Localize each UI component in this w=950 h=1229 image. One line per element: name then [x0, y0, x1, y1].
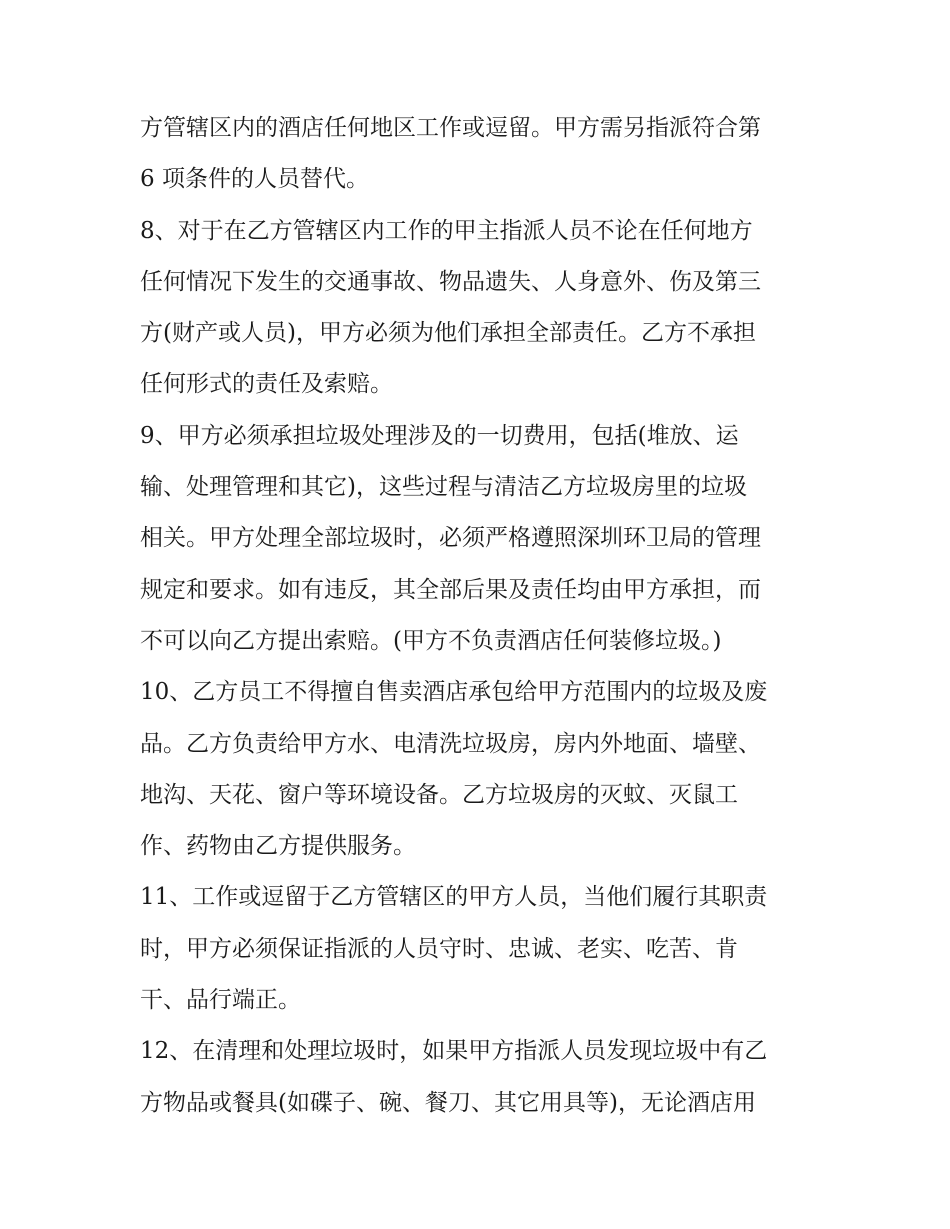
text-line: 8、对于在乙方管辖区内工作的甲主指派人员不论在任何地方: [140, 217, 753, 244]
document-body: [140, 103, 820, 1129]
text-line: 地沟、天花、窗户等环境设备。乙方垃圾房的灭蚊、灭鼠工: [140, 781, 738, 808]
text-line: 10、乙方员工不得擅自售卖酒店承包给甲方范围内的垃圾及废: [140, 679, 768, 706]
text-line: 不可以向乙方提出索赔。(甲方不负责酒店任何装修垃圾。): [140, 627, 722, 654]
text-line: 任何形式的责任及索赔。: [140, 371, 393, 398]
text-line: 规定和要求。如有违反，其全部后果及责任均由甲方承担，而: [140, 576, 761, 603]
text-line: 9、甲方必须承担垃圾处理涉及的一切费用，包括(堆放、运: [140, 422, 739, 449]
text-line: 方管辖区内的酒店任何地区工作或逗留。甲方需另指派符合第: [140, 115, 761, 141]
text-line: 12、在清理和处理垃圾时，如果甲方指派人员发现垃圾中有乙: [140, 1038, 768, 1065]
text-line: 方物品或餐具(如碟子、碗、餐刀、其它用具等)，无论酒店用: [140, 1089, 756, 1116]
text-line: 输、处理管理和其它)，这些过程与清洁乙方垃圾房里的垃圾: [140, 474, 747, 501]
text-line: 11、工作或逗留于乙方管辖区的甲方人员，当他们履行其职责: [140, 884, 768, 911]
text-line: 品。乙方负责给甲方水、电清洗垃圾房，房内外地面、墙壁、: [140, 730, 761, 757]
text-line: 时，甲方必须保证指派的人员守时、忠诚、老实、吃苦、肯: [140, 935, 738, 962]
text-line: 相关。甲方处理全部垃圾时，必须严格遵照深圳环卫局的管理: [140, 525, 761, 552]
text-line: 任何情况下发生的交通事故、物品遗失、人身意外、伤及第三: [140, 268, 761, 295]
text-line: 6 项条件的人员替代。: [140, 166, 369, 193]
text-line: 方(财产或人员)，甲方必须为他们承担全部责任。乙方不承担: [140, 320, 756, 347]
text-line: 作、药物由乙方提供服务。: [140, 833, 416, 860]
text-line: 干、品行端正。: [140, 987, 301, 1014]
